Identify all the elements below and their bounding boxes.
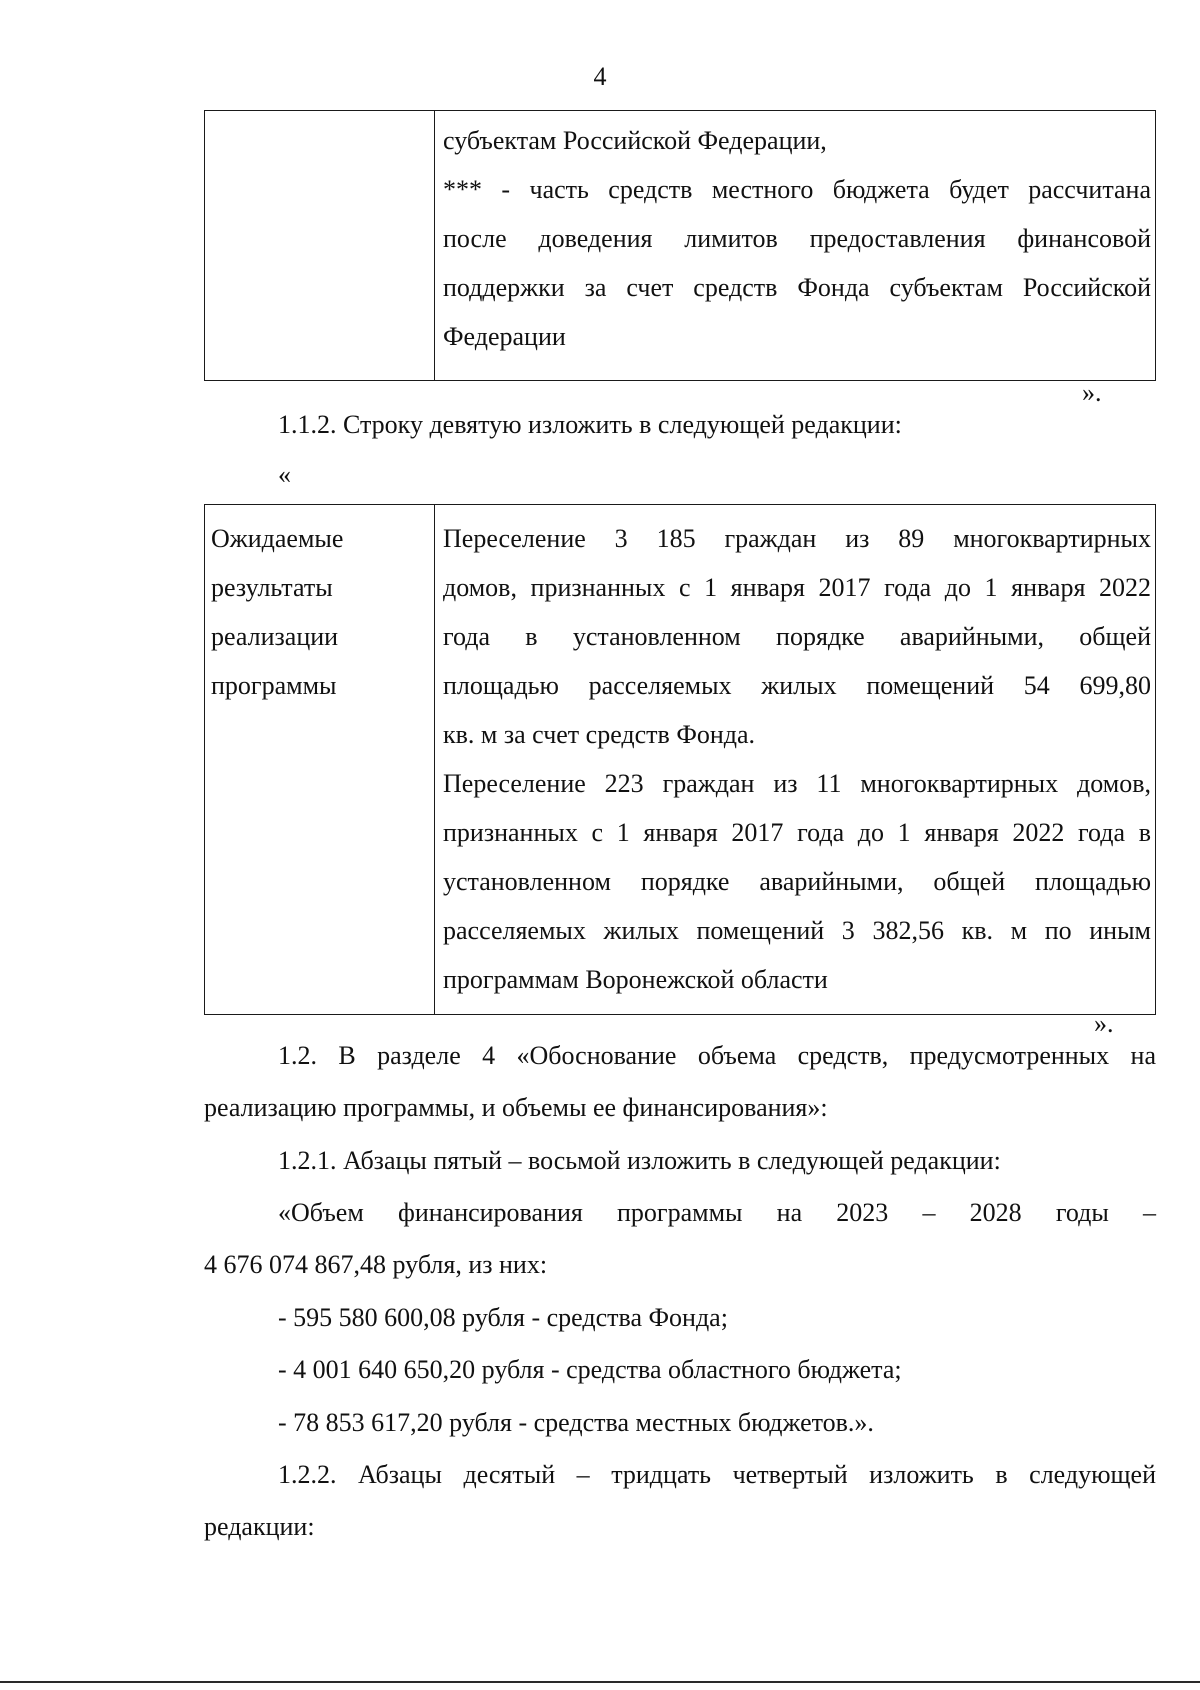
results-line-3: года в установленном порядке аварийными, общей <box>443 622 1151 651</box>
funding-paragraph <box>204 1198 1156 1228</box>
results-line-6: Переселение 223 граждан из 11 многоквартирных домов, <box>443 769 1151 798</box>
item-1-2-line-1: 1.2. В разделе 4 «Обоснование объема средств, предусмотренных на <box>278 1041 1156 1070</box>
closing-quote-2: ». <box>1094 1009 1114 1038</box>
page-number: 4 <box>593 62 607 91</box>
funding-line-1: «Объем финансирования программы на 2023 – 2028 годы – <box>278 1198 1156 1227</box>
row-title-line-3: реализации <box>211 622 339 651</box>
item-1-1-2-heading: 1.1.2. Строку девятую изложить в следующей редакции: <box>278 410 902 439</box>
closing-quote-1: ». <box>1082 378 1102 407</box>
notes-line-4: поддержки за счет средств Фонда субъектам Российской <box>443 273 1151 302</box>
page-bottom-rule <box>0 1681 1200 1683</box>
row-title-line-1: Ожидаемые <box>211 524 344 553</box>
table-expected-results <box>204 504 1156 1015</box>
results-line-4: площадью расселяемых жилых помещений 54 699,80 <box>443 671 1151 700</box>
results-line-1: Переселение 3 185 граждан из 89 многоквартирных <box>443 524 1151 553</box>
notes-line-2: *** - часть средств местного бюджета будет рассчитана <box>443 175 1151 204</box>
notes-line-3: после доведения лимитов предоставления финансовой <box>443 224 1151 253</box>
table-row <box>205 505 1156 1015</box>
funding-total: 4 676 074 867,48 рубля, из них: <box>204 1250 548 1279</box>
results-line-2: домов, признанных с 1 января 2017 года до 1 января 2022 <box>443 573 1151 602</box>
item-1-2-continuation: реализацию программы, и объемы ее финансирования»: <box>204 1093 828 1122</box>
results-line-9: расселяемых жилых помещений 3 382,56 кв. м по иным <box>443 916 1151 945</box>
item-1-2-paragraph <box>204 1041 1156 1071</box>
results-line-7: признанных с 1 января 2017 года до 1 января 2022 года в <box>443 818 1151 847</box>
funding-item-regional: - 4 001 640 650,20 рубля - средства областного бюджета; <box>278 1355 902 1384</box>
table-cell-notes <box>435 111 1156 381</box>
item-1-2-2-paragraph <box>204 1460 1156 1490</box>
table-cell-row-title <box>205 505 435 1015</box>
results-line-8: установленном порядке аварийными, общей площадью <box>443 867 1151 896</box>
notes-line-5: Федерации <box>443 322 566 351</box>
table-cell-results <box>435 505 1156 1015</box>
table-continuation <box>204 110 1156 381</box>
table-cell-empty <box>205 111 435 381</box>
row-title-line-2: результаты <box>211 573 333 602</box>
results-line-10: программам Воронежской области <box>443 965 828 994</box>
results-line-5: кв. м за счет средств Фонда. <box>443 720 756 749</box>
item-1-2-2-line-1: 1.2.2. Абзацы десятый – тридцать четвертый изложить в следующей <box>278 1460 1156 1489</box>
opening-quote: « <box>278 460 291 489</box>
item-1-2-1-heading: 1.2.1. Абзацы пятый – восьмой изложить в следующей редакции: <box>278 1146 1001 1175</box>
funding-item-local: - 78 853 617,20 рубля - средства местных бюджетов.». <box>278 1408 874 1437</box>
notes-line-1: субъектам Российской Федерации, <box>443 126 827 155</box>
table-row <box>205 111 1156 381</box>
item-1-2-2-continuation: редакции: <box>204 1512 315 1541</box>
funding-item-fund: - 595 580 600,08 рубля - средства Фонда; <box>278 1303 728 1332</box>
row-title-line-4: программы <box>211 671 337 700</box>
